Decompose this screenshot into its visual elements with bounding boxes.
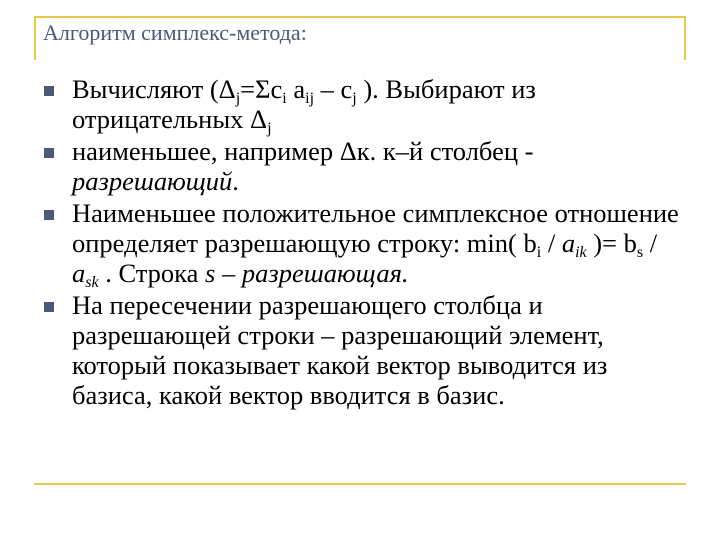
bullet-item-3 — [44, 198, 684, 291]
bottom-divider — [34, 483, 686, 485]
subscript: i — [282, 90, 287, 107]
square-bullet-icon — [44, 210, 54, 220]
text-fragment: Наименьшее положительное симплексное отношение определяет разрешающую строку: min( b — [72, 198, 679, 258]
text-fragment: . — [401, 258, 409, 288]
bullet-item-1 — [44, 74, 684, 137]
bullet-item-4 — [44, 290, 684, 410]
text-fragment: ). Выбирают из отрицательных Δ — [72, 74, 536, 134]
subscript: s — [636, 244, 644, 261]
bullet-item-2 — [44, 136, 684, 196]
text-fragment: – — [215, 258, 242, 288]
subscript: ik — [575, 244, 587, 261]
italic-term: a — [72, 258, 86, 288]
text-fragment: =Σc — [240, 74, 283, 104]
text-fragment: / — [643, 228, 658, 258]
slide-title: Алгоритм симплекс-метода: — [43, 20, 307, 45]
square-bullet-icon — [44, 86, 54, 96]
italic-term: a — [561, 228, 576, 258]
text-fragment: На пересечении разрешающего столбца и разрешающей строки – разрешающий элемент, который показывает какой вектор выводится из базиса, какой вектор вводится в базис. — [72, 290, 608, 410]
subscript: sk — [85, 274, 99, 291]
subscript: i — [536, 244, 542, 261]
text-fragment: – c — [314, 74, 353, 104]
text-fragment: . Строка — [98, 258, 206, 288]
subscript: j — [267, 120, 272, 137]
text-fragment: . — [232, 166, 239, 196]
square-bullet-icon — [44, 148, 54, 158]
text-fragment: Вычисляют (Δ — [72, 74, 236, 104]
subscript: j — [235, 90, 241, 107]
subscript: j — [352, 90, 357, 107]
text-fragment: )= b — [586, 228, 637, 258]
text-fragment: a — [286, 74, 306, 104]
italic-term: разрешающий — [72, 166, 233, 196]
bullet-list — [44, 74, 684, 412]
italic-term: s — [205, 258, 216, 288]
text-fragment: наименьшее, например Δк. к–й столбец - — [72, 136, 534, 166]
subscript: ij — [305, 90, 315, 107]
text-fragment: / — [541, 228, 562, 258]
square-bullet-icon — [44, 302, 54, 312]
italic-term: разрешающая — [241, 258, 402, 288]
